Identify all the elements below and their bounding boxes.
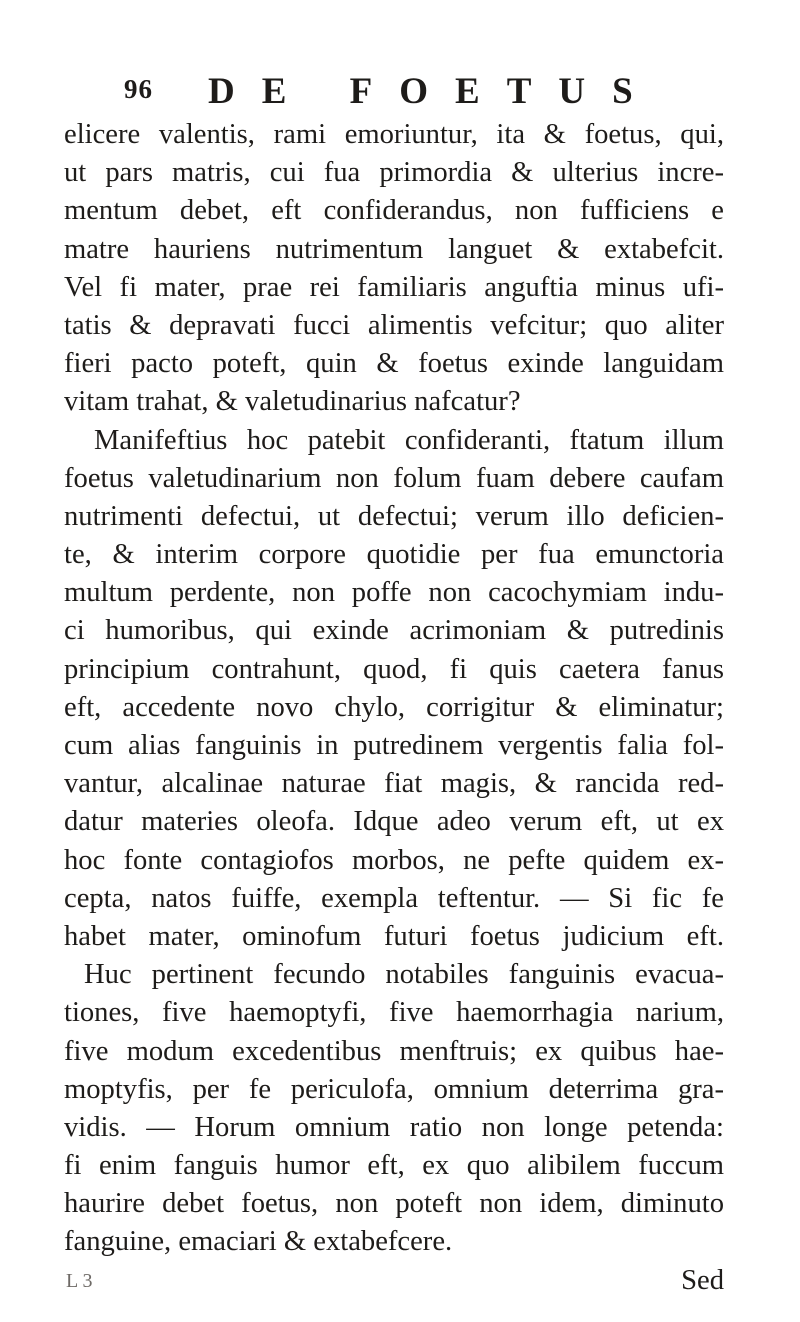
- text-line: nutrimenti defectui, ut defectui; verum illo deficien-: [64, 500, 724, 532]
- text-line: tiones, five haemoptyfi, five haemorrhagia narium,: [64, 997, 724, 1029]
- text-line: mentum debet, eft confiderandus, non fufficiens e: [64, 195, 724, 227]
- text-line: te, & interim corpore quotidie per fua emunctoria: [64, 539, 724, 571]
- text-line: ci humoribus, qui exinde acrimoniam & putredinis: [64, 615, 724, 647]
- text-line: haurire debet foetus, non poteft non idem, diminuto: [64, 1188, 724, 1220]
- text-line: five modum excedentibus menftruis; ex quibus hae-: [64, 1035, 724, 1067]
- text-line: datur materies oleofa. Idque adeo verum eft, ut ex: [64, 806, 724, 838]
- text-line: matre hauriens nutrimentum languet & extabefcit.: [64, 233, 724, 265]
- running-title: DE FOETUS: [208, 71, 660, 112]
- text-line: ut pars matris, cui fua primordia & ulterius incre-: [64, 157, 724, 189]
- text-line: tatis & depravati fucci alimentis vefcitur; quo aliter: [64, 309, 724, 341]
- text-line: fieri pacto poteft, quin & foetus exinde languidam: [64, 348, 724, 380]
- text-line: fanguine, emaciari & extabefcere.: [64, 1226, 453, 1258]
- text-line: vitam trahat, & valetudinarius nafcatur?: [64, 386, 521, 418]
- text-line: moptyfis, per fe periculofa, omnium deterrima gra-: [64, 1073, 724, 1105]
- text-line: principium contrahunt, quod, fi quis caetera fanus: [64, 653, 724, 685]
- text-line: foetus valetudinarium non folum fuam debere caufam: [64, 462, 724, 494]
- text-line: eft, accedente novo chylo, corrigitur & eliminatur;: [64, 691, 724, 723]
- text-line: elicere valentis, rami emoriuntur, ita & foetus, qui,: [64, 119, 724, 150]
- text-line: Manifeftius hoc patebit confideranti, ftatum illum: [94, 424, 724, 456]
- text-line: cepta, natos fuiffe, exempla teftentur. — Si fic fe: [64, 882, 724, 914]
- catchword: Sed: [681, 1264, 724, 1296]
- signature-mark: L 3: [66, 1269, 93, 1292]
- text-line: Huc pertinent fecundo notabiles fanguinis evacua-: [84, 959, 724, 991]
- text-line: Vel fi mater, prae rei familiaris anguftia minus ufi-: [64, 271, 724, 303]
- page-header: [124, 70, 684, 120]
- text-line: multum perdente, non poffe non cacochymiam indu-: [64, 577, 724, 609]
- text-line: fi enim fanguis humor eft, ex quo alibilem fuccum: [64, 1150, 724, 1182]
- text-line: hoc fonte contagiofos morbos, ne pefte quidem ex-: [64, 844, 724, 876]
- page-footer: [64, 1262, 724, 1300]
- text-line: habet mater, ominofum futuri foetus judicium eft.: [64, 920, 724, 952]
- text-line: vantur, alcalinae naturae fiat magis, & rancida red-: [64, 768, 724, 800]
- body-text: [64, 116, 732, 1300]
- page-number: 96: [124, 74, 153, 104]
- text-line: vidis. — Horum omnium ratio non longe petenda:: [64, 1111, 724, 1143]
- text-line: cum alias fanguinis in putredinem vergentis falia fol-: [64, 730, 724, 761]
